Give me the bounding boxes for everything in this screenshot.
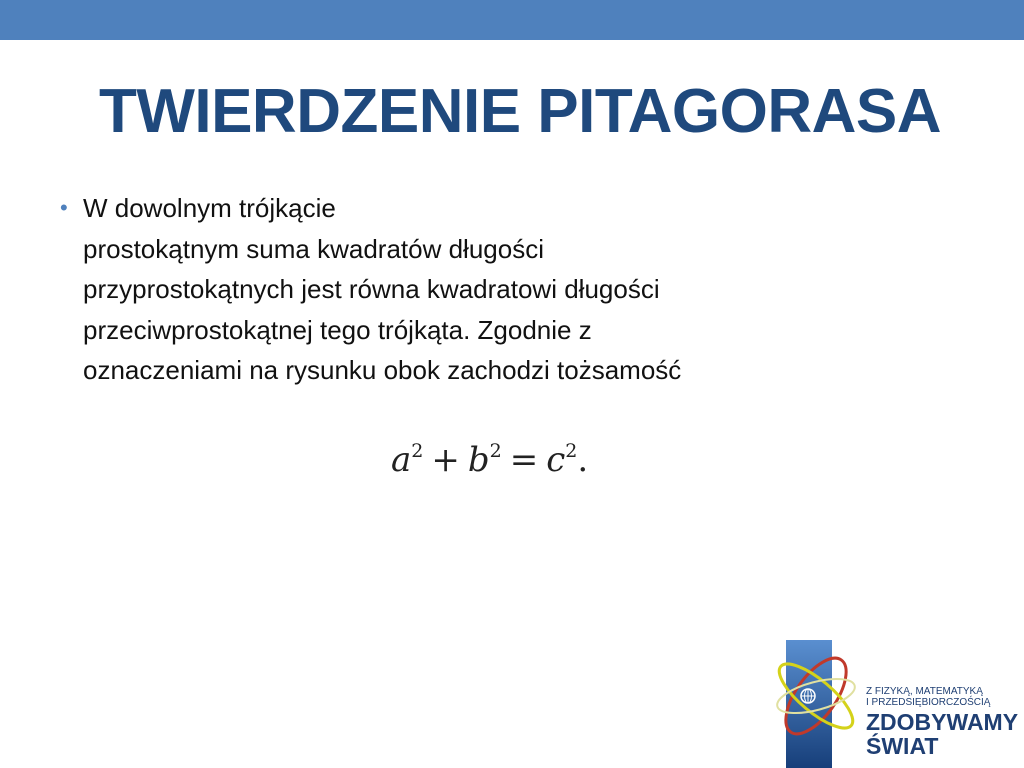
formula-exponent: 2 (411, 440, 424, 462)
top-accent-bar (0, 0, 1024, 40)
formula-var-a: a (391, 440, 412, 480)
logo-tagline-line: I PRZEDSIĘBIORCZOŚCIĄ (866, 697, 991, 708)
bullet-line: prostokątnym suma kwadratów długości (83, 233, 544, 264)
logo-name-line: ZDOBYWAMY (866, 709, 1019, 735)
bullet-text (83, 188, 681, 391)
slide-title: TWIERDZENIE PITAGORASA (98, 77, 942, 146)
formula-var-b: b (467, 440, 490, 480)
atom-globe-icon (770, 624, 866, 768)
formula-plus: + (431, 440, 460, 480)
logo-tagline (866, 686, 990, 708)
bullet-line: przeciwprostokątnej tego trójkąta. Zgodnie z (83, 314, 592, 345)
bullet-line: W dowolnym trójkącie (83, 193, 336, 223)
formula-period: . (577, 440, 589, 480)
bullet-marker: • (60, 195, 68, 220)
formula-equals: = (509, 440, 539, 480)
logo-name (866, 710, 1018, 758)
bullet-line: przyprostokątnych jest równa kwadratowi długości (83, 274, 660, 304)
formula-var-c: c (546, 440, 566, 480)
logo-tagline-line: Z FIZYKĄ, MATEMATYKĄ (866, 686, 983, 697)
logo-name-line: ŚWIAT (866, 733, 939, 759)
bullet-line: oznaczeniami na rysunku obok zachodzi tożsamość (83, 355, 682, 385)
formula-exponent: 2 (489, 440, 502, 462)
pythagorean-formula (391, 440, 588, 480)
formula-exponent: 2 (565, 440, 578, 462)
project-logo (770, 624, 1024, 768)
